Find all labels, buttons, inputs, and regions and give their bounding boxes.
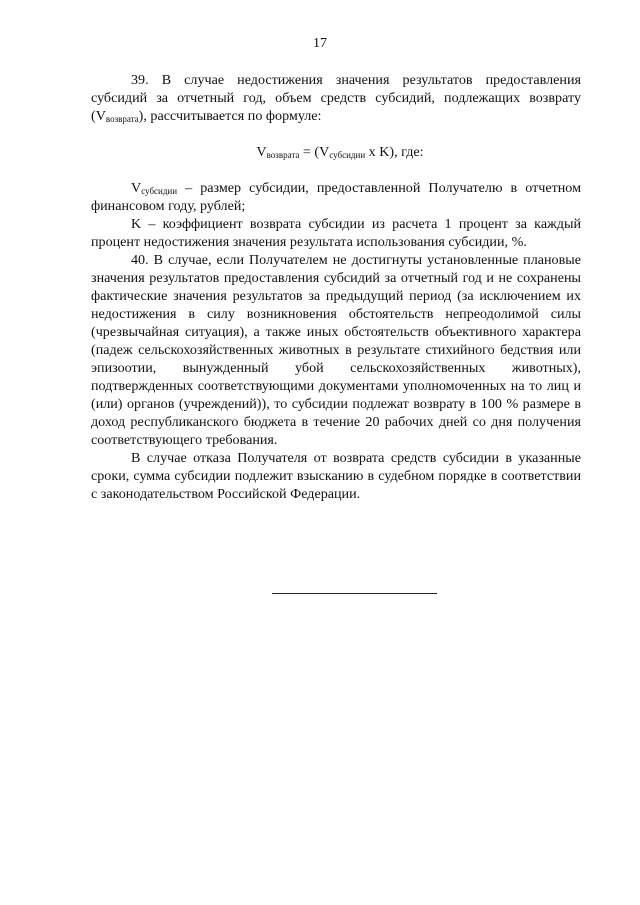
- definition-k: K – коэффициент возврата субсидии из расчета 1 процент за каждый процент недостижения значения результата использования субсидии, %.: [91, 216, 581, 250]
- formula-mid: = (V: [299, 144, 330, 160]
- v-return-subscript: возврата: [105, 114, 139, 124]
- paragraph-39-text: 39. В случае недостижения значения результатов предоставления субсидий за отчетный год, объем средств субсидий, подлежащих возврату (V: [91, 72, 581, 124]
- paragraph-39-tail: ), рассчитывается по формуле:: [138, 108, 322, 124]
- definition-v-subsidy: [91, 179, 581, 215]
- separator-line: [272, 593, 437, 594]
- formula-rhs: x K), где:: [365, 144, 424, 160]
- document-body: [91, 71, 581, 503]
- paragraph-40: 40. В случае, если Получателем не достигнуты установленные плановые значения результатов предоставления субсидий за отчетный год и не сохранены фактические значения результатов за предыдущий период (за исключением их недостижения в силу возникновения обстоятельств непреодолимой силы (чрезвычайная ситуация), а также иных обстоятельств объективного характера (падеж сельскохозяйственных животных в результате стихийного бедствия или эпизоотии, вынужденный убой сельскохозяйственных животных), подтвержденных соответствующими документами уполномоченных на то лиц и (или) органов (учреждений)), то субсидии подлежат возврату в 100 % размере в доход республиканского бюджета в течение 20 рабочих дней со дня получения соответствующего требования.: [91, 252, 581, 448]
- paragraph-refusal: В случае отказа Получателя от возврата средств субсидии в указанные сроки, сумма субсидии подлежит взысканию в судебном порядке в соответствии с законодательством Российской Федерации.: [91, 450, 581, 502]
- paragraph-39: [91, 71, 581, 125]
- formula-lhs: V: [256, 144, 267, 160]
- return-formula: [91, 143, 581, 161]
- definition-v-symbol: V: [131, 180, 142, 196]
- formula-lhs-subscript: возврата: [266, 150, 300, 160]
- page-number: 17: [313, 36, 327, 51]
- definition-v-subscript: субсидии: [141, 186, 178, 196]
- definition-v-text: – размер субсидии, предоставленной Получателю в отчетном финансовом году, рублей;: [91, 180, 581, 214]
- formula-mid-subscript: субсидии: [329, 150, 366, 160]
